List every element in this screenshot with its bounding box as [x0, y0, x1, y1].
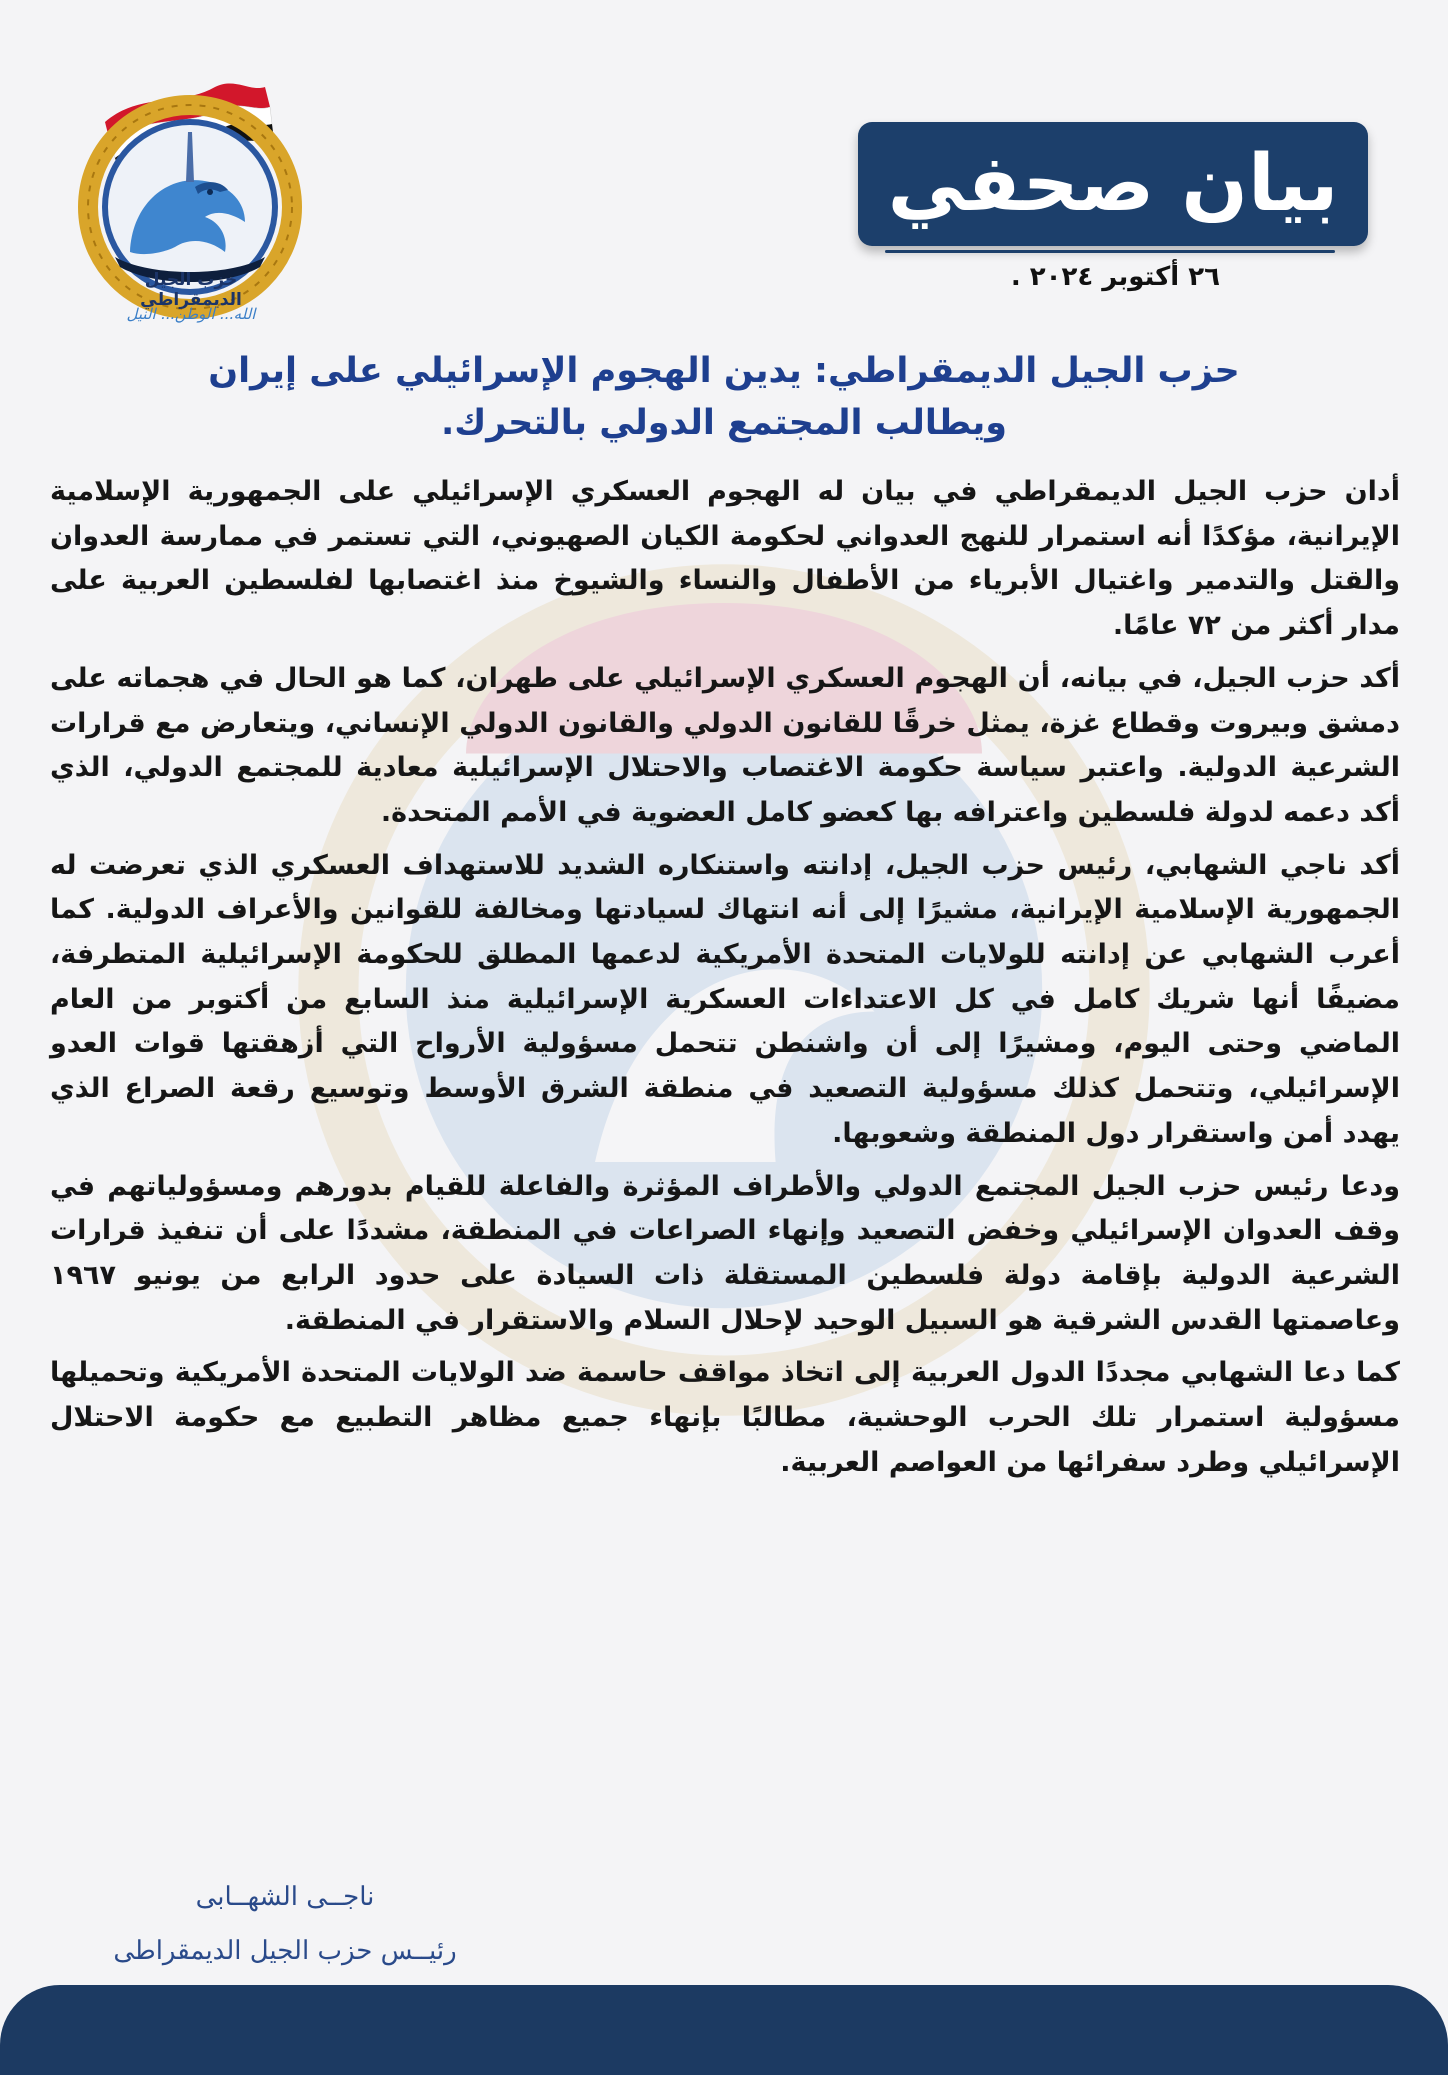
paragraph-4: ودعا رئيس حزب الجيل المجتمع الدولي والأطراف المؤثرة والفاعلة للقيام بدورهم ومسؤولياتهم في وقف العدوان الإسرائيلي وخفض التصعيد وإنهاء الصراعات في المنطقة، مشددًا على أن تنفيذ قرارات الشرعية الدولية بإقامة دولة فلسطين المستقلة ذات السيادة على حدود الرابع من يونيو ١٩٦٧ وعاصمتها القدس الشرقية هو السبيل الوحيد لإحلال السلام والاستقرار في المنطقة.: [50, 1170, 1400, 1336]
footer-band: [0, 1985, 1448, 2075]
press-release-title-box: [858, 122, 1368, 246]
paragraph-3: أكد ناجي الشهابي، رئيس حزب الجيل، إدانته واستنكاره الشديد للاستهداف العسكري الذي تعرضت له الجمهورية الإسلامية الإيرانية، مشيرًا إلى أنه انتهاك لسيادتها ومخالفة للقوانين والأعراف الدولية. كما أعرب الشهابي عن إدانته للولايات المتحدة الأمريكية لدعمها المطلق للحكومة الإسرائيلية المتطرفة، مضيفًا أنها شريك كامل في كل الاعتداءات العسكرية الإسرائيلية منذ السابع من أكتوبر من العام الماضي وحتى اليوم، ومشيرًا إلى أن واشنطن تتحمل مسؤولية الأرواح التي أزهقتها قوات العدو الإسرائيلي، وتتحمل كذلك مسؤولية التصعيد في منطقة الشرق الأوسط وتوسيع رقعة الصراع الذي يهدد أمن واستقرار دول المنطقة وشعوبها.: [50, 849, 1400, 1149]
title-underline: [885, 250, 1335, 253]
paragraph-2: أكد حزب الجيل، في بيانه، أن الهجوم العسكري الإسرائيلي على طهران، كما هو الحال في هجماته على دمشق وبيروت وقطاع غزة، يمثل خرقًا للقانون الدولي والقانون الدولي الإنساني، ويتعارض مع قرارات الشرعية الدولية. واعتبر سياسة حكومة الاغتصاب والاحتلال الإسرائيلية معادية للمجتمع الدولي، الذي أكد دعمه لدولة فلسطين واعترافه بها كعضو كامل العضوية في الأمم المتحدة.: [50, 662, 1400, 828]
headline-line-1: حزب الجيل الديمقراطي: يدين الهجوم الإسرائيلي على إيران: [208, 351, 1240, 391]
statement-body: [50, 470, 1400, 1493]
press-release-title: بيان صحفي: [887, 139, 1339, 229]
headline: [120, 345, 1328, 449]
headline-line-2: ويطالب المجتمع الدولي بالتحرك.: [440, 403, 1008, 443]
release-date: ٢٦ أكتوبر ٢٠٢٤ .: [1010, 262, 1220, 292]
paragraph-1: أدان حزب الجيل الديمقراطي في بيان له الهجوم العسكري الإسرائيلي على الجمهورية الإسلامية الإيرانية، مؤكدًا أنه استمرار للنهج العدواني لحكومة الكيان الصهيوني، التي تستمر في ممارسة العدوان والقتل والتدمير واغتيال الأبرياء من الأطفال والنساء والشيوخ منذ اغتصابها لفلسطين العربية على مدار أكثر من ٧٢ عامًا.: [50, 476, 1400, 642]
logo-party-name: حزب الجيل الديمقراطي: [140, 270, 242, 310]
signatory-role: رئيــس حزب الجيل الديمقراطى: [113, 1936, 457, 1966]
signature-block: [95, 1870, 475, 1978]
paragraph-5: كما دعا الشهابي مجددًا الدول العربية إلى اتخاذ مواقف حاسمة ضد الولايات المتحدة الأمريكية وتحميلها مسؤولية استمرار تلك الحرب الوحشية، مطالبًا بإنهاء جميع مظاهر التطبيع مع حكومة الاحتلال الإسرائيلي وطرد سفرائها من العواصم العربية.: [50, 1357, 1400, 1478]
logo-slogan: الله... الوطن... النيل: [126, 305, 256, 323]
signatory-name: ناجــى الشهــابى: [195, 1882, 375, 1912]
